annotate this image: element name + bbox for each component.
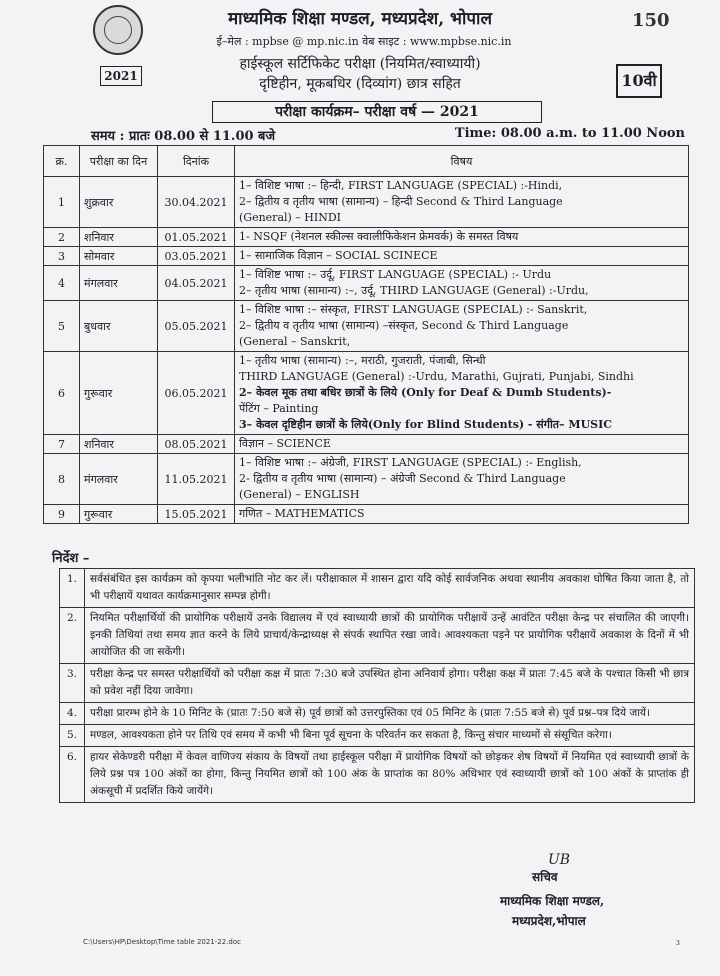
instruction-text: मण्डल, आवश्यकता होने पर तिथि एवं समय में कभी भी बिना पूर्व सूचना के परिवर्तन कर सकता है, किन्तु संचार माध्यमों से संसूचित करेगा। xyxy=(85,725,695,747)
year-box: 2021 xyxy=(100,66,142,86)
row-date: 15.05.2021 xyxy=(158,505,235,524)
row-number: 7 xyxy=(44,435,80,454)
signature-org-line1: माध्यमिक शिक्षा मण्डल, xyxy=(500,894,605,908)
row-day: मंगलवार xyxy=(80,454,158,505)
instruction-text: परीक्षा प्रारम्भ होने के 10 मिनिट के (प्रातः 7:50 बजे से) पूर्व छात्रों को उत्तरपुस्तिका एवं 05 मिनिट के (प्रातः 7:55 बजे से) पूर्व प्रश्न–पत्र दिये जायें। xyxy=(85,703,695,725)
subject-line: गणित – MATHEMATICS xyxy=(239,507,365,520)
row-number: 9 xyxy=(44,505,80,524)
subject-line: विज्ञान – SCIENCE xyxy=(239,437,331,450)
header-date: दिनांक xyxy=(158,146,235,177)
subject-line: 1– तृतीय भाषा (सामान्य) :–, मराठी, गुजराती, पंजाबी, सिन्धी xyxy=(239,354,486,367)
instruction-number: 3. xyxy=(60,664,85,703)
schedule-row xyxy=(44,454,689,505)
instruction-number: 6. xyxy=(60,747,85,803)
row-number: 8 xyxy=(44,454,80,505)
time-english: Time: 08.00 a.m. to 11.00 Noon xyxy=(454,126,685,141)
header-subject: विषय xyxy=(235,146,689,177)
header-no: क्र. xyxy=(44,146,80,177)
signature-org-line2: मध्यप्रदेश,भोपाल xyxy=(512,914,586,928)
org-title: माध्यमिक शिक्षा मण्डल, मध्यप्रदेश, भोपाल xyxy=(228,9,492,29)
instruction-text: नियमित परीक्षार्थियों की प्रायोगिक परीक्षायें उनके विद्यालय में एवं स्वाध्यायी छात्रों की प्रायोगिक परीक्षायें उन्हें आवंटित परीक्षा केन्द्र पर संचालित की जाएगी। इनकी तिथियां तथा समय ज्ञात करने के लिये प्राचार्य/केन्द्राध्यक्ष से संपर्क स्थापित रखा जावे। आवश्यकता पड़ने पर प्रायोगिक परीक्षायें अवकाश के दिनों में भी आयोजित की जा सकेंगी। xyxy=(85,608,695,664)
instruction-row xyxy=(60,703,695,725)
subject-line: 1- NSQF (नेशनल स्कील्स क्वालीफिकेशन फ्रेमवर्क) के समस्त विषय xyxy=(239,230,519,243)
row-number: 6 xyxy=(44,352,80,435)
row-subject xyxy=(235,228,689,247)
schedule-row xyxy=(44,266,689,301)
exam-title: हाईस्कूल सर्टिफिकेट परीक्षा (नियमित/स्वाध्यायी) xyxy=(239,56,481,72)
subject-line: 2– द्वितीय व तृतीय भाषा (सामान्य) – हिन्दी Second & Third Language xyxy=(239,195,563,208)
row-number: 4 xyxy=(44,266,80,301)
row-day: शनिवार xyxy=(80,228,158,247)
instruction-text: हायर सेकेण्डरी परीक्षा में केवल वाणिज्य संकाय के विषयों तथा हाईस्कूल परीक्षा में प्रायोगिक विषयों को छोड़कर शेष विषयों में नियमित एवं स्वाध्यायी छात्रों के लिये प्रश्न पत्र 100 अंकों का होगा, किन्तु नियमित छात्रों को 100 अंक के प्राप्तांक का 80% अधिभार एवं स्वाध्यायी छात्रों को 100 अंकों के प्राप्तांक ही अंकसूची में प्रदर्शित किये जायेंगे। xyxy=(85,747,695,803)
subject-line: 1– विशिष्ट भाषा :– अंग्रेजी, FIRST LANGUAGE (SPECIAL) :- English, xyxy=(239,456,582,469)
contact-line: ई–मेल : mpbse @ mp.nic.in वेब साइट : www.mpbse.nic.in xyxy=(216,35,512,48)
subject-line: (General) – ENGLISH xyxy=(239,488,360,501)
row-number: 5 xyxy=(44,301,80,352)
row-subject xyxy=(235,177,689,228)
instruction-row xyxy=(60,747,695,803)
schedule-row xyxy=(44,247,689,266)
anniversary-emblem: 150 xyxy=(632,10,670,31)
instructions-title: निर्देश – xyxy=(52,551,90,566)
subject-line: 2– केवल मूक तथा बधिर छात्रों के लिये (Only for Deaf & Dumb Students)- xyxy=(239,386,612,399)
subject-line: 1– विशिष्ट भाषा :– हिन्दी, FIRST LANGUAGE (SPECIAL) :-Hindi, xyxy=(239,179,563,192)
row-day: सोमवार xyxy=(80,247,158,266)
instructions-table xyxy=(59,568,695,803)
subject-line: 2- द्वितीय व तृतीय भाषा (सामान्य) – अंग्रेजी Second & Third Language xyxy=(239,472,566,485)
subject-line: (General) – HINDI xyxy=(239,211,342,224)
row-date: 08.05.2021 xyxy=(158,435,235,454)
subject-line: 1– सामाजिक विज्ञान – SOCIAL SCINECE xyxy=(239,249,438,262)
subject-line: 1– विशिष्ट भाषा :– संस्कृत, FIRST LANGUAGE (SPECIAL) :- Sanskrit, xyxy=(239,303,588,316)
row-date: 01.05.2021 xyxy=(158,228,235,247)
row-date: 05.05.2021 xyxy=(158,301,235,352)
row-day: शुक्रवार xyxy=(80,177,158,228)
schedule-row xyxy=(44,505,689,524)
instruction-number: 1. xyxy=(60,569,85,608)
subject-line: 1– विशिष्ट भाषा :– उर्दू, FIRST LANGUAGE (SPECIAL) :- Urdu xyxy=(239,268,552,281)
row-subject xyxy=(235,435,689,454)
row-date: 11.05.2021 xyxy=(158,454,235,505)
subject-line: 2– तृतीय भाषा (सामान्य) :–, उर्दू, THIRD LANGUAGE (General) :-Urdu, xyxy=(239,284,589,297)
schedule-row xyxy=(44,177,689,228)
instruction-row xyxy=(60,569,695,608)
row-day: गुरूवार xyxy=(80,352,158,435)
instruction-row xyxy=(60,725,695,747)
row-subject xyxy=(235,454,689,505)
time-hindi: समय : प्रातः 08.00 से 11.00 बजे xyxy=(91,129,276,144)
schedule-row xyxy=(44,228,689,247)
row-date: 04.05.2021 xyxy=(158,266,235,301)
row-subject xyxy=(235,266,689,301)
row-day: शनिवार xyxy=(80,435,158,454)
subject-line: 3– केवल दृष्टिहीन छात्रों के लिये(Only for Blind Students) - संगीत– MUSIC xyxy=(239,418,613,431)
exam-subtitle: दृष्टिहीन, मूकबधिर (दिव्यांग) छात्र सहित xyxy=(259,76,461,92)
signature-mark: UB xyxy=(548,852,571,868)
schedule-row xyxy=(44,435,689,454)
instruction-number: 2. xyxy=(60,608,85,664)
row-date: 03.05.2021 xyxy=(158,247,235,266)
subject-line: THIRD LANGUAGE (General) :-Urdu, Marathi, Gujrati, Punjabi, Sindhi xyxy=(239,370,634,383)
program-title: परीक्षा कार्यक्रम– परीक्षा वर्ष — 2021 xyxy=(212,101,542,123)
subject-line: पेंटिंग – Painting xyxy=(239,402,319,415)
row-day: गुरूवार xyxy=(80,505,158,524)
schedule-header-row xyxy=(44,146,689,177)
row-day: बुधवार xyxy=(80,301,158,352)
instruction-text: परीक्षा केन्द्र पर समस्त परीक्षार्थियों को परीक्षा कक्ष में प्रातः 7:30 बजे उपस्थित होना अनिवार्य होगा। परीक्षा कक्ष में प्रातः 7:45 बजे के पश्चात किसी भी छात्र को प्रवेश नहीं दिया जावेगा। xyxy=(85,664,695,703)
schedule-row xyxy=(44,301,689,352)
row-number: 2 xyxy=(44,228,80,247)
signature-designation: सचिव xyxy=(532,870,558,884)
subject-line: 2– द्वितीय व तृतीय भाषा (सामान्य) –संस्कृत, Second & Third Language xyxy=(239,319,569,332)
schedule-table xyxy=(43,145,689,524)
class-box: 10वी xyxy=(616,64,662,98)
row-subject xyxy=(235,301,689,352)
row-subject xyxy=(235,247,689,266)
schedule-row xyxy=(44,352,689,435)
row-number: 1 xyxy=(44,177,80,228)
page-number: 3 xyxy=(676,940,680,947)
row-number: 3 xyxy=(44,247,80,266)
row-date: 06.05.2021 xyxy=(158,352,235,435)
footer-file-path: C:\Users\HP\Desktop\Time table 2021-22.doc xyxy=(83,938,241,946)
header-day: परीक्षा का दिन xyxy=(80,146,158,177)
instruction-number: 5. xyxy=(60,725,85,747)
instruction-number: 4. xyxy=(60,703,85,725)
instruction-row xyxy=(60,608,695,664)
instruction-row xyxy=(60,664,695,703)
instruction-text: सर्वसंबंधित इस कार्यक्रम को कृपया भलीभांति नोट कर लें। परीक्षाकाल में शासन द्वारा यदि कोई सार्वजनिक अथवा स्थानीय अवकाश घोषित किया जाता है, तो भी परीक्षायें यथावत कार्यक्रमानुसार सम्पन्न होगी। xyxy=(85,569,695,608)
row-date: 30.04.2021 xyxy=(158,177,235,228)
row-subject xyxy=(235,505,689,524)
row-day: मंगलवार xyxy=(80,266,158,301)
row-subject xyxy=(235,352,689,435)
subject-line: (General – Sanskrit, xyxy=(239,335,351,348)
